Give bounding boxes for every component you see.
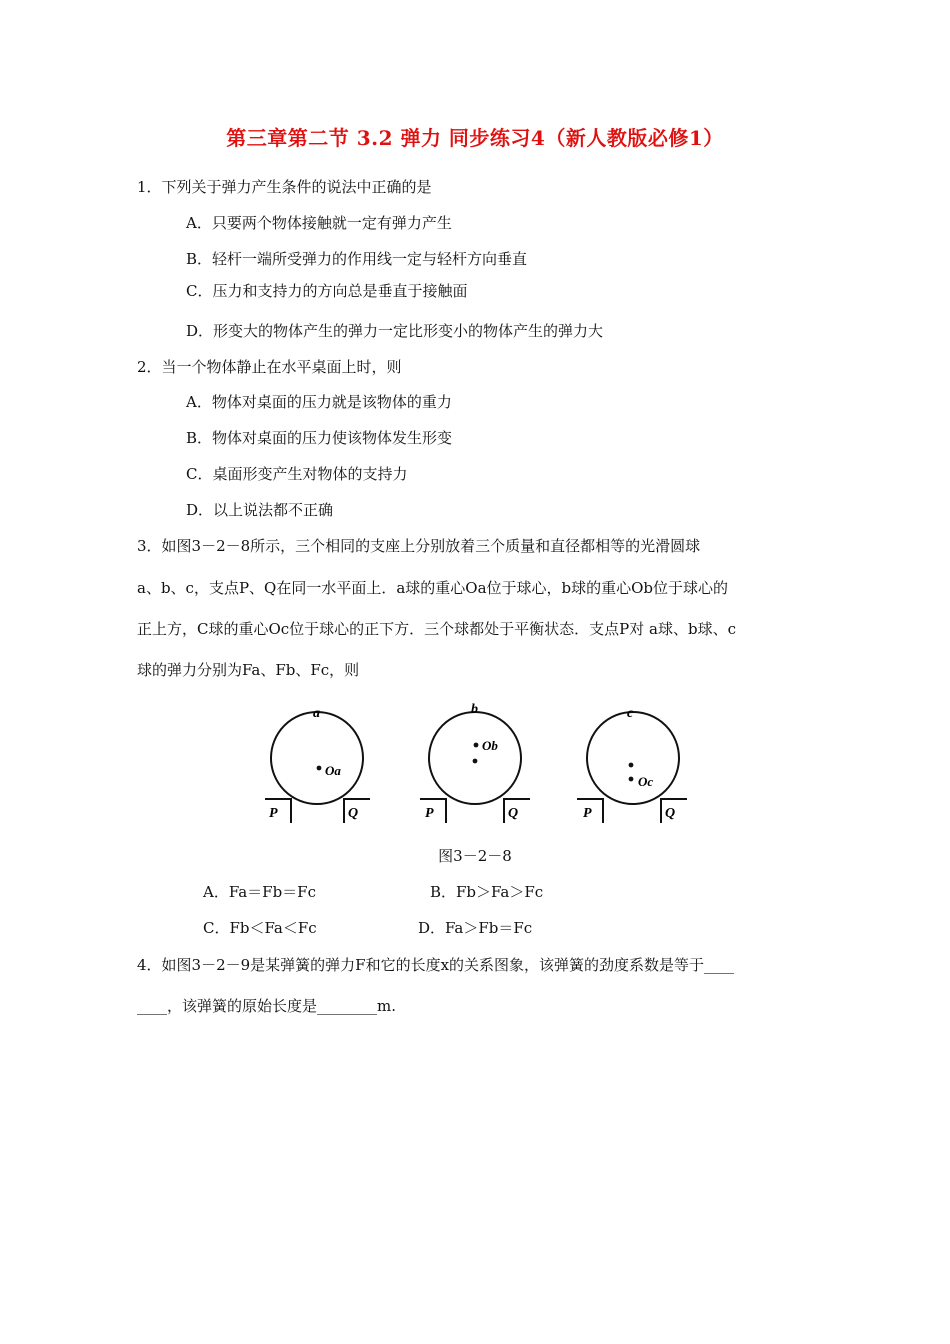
question-4-line-1: 4．如图3－2－9是某弹簧的弹力F和它的长度x的关系图象，该弹簧的劲度系数是等于____ — [137, 956, 735, 974]
question-1-option-a: A．只要两个物体接触就一定有弹力产生 — [186, 214, 452, 232]
support-p-label-b: P — [425, 806, 434, 821]
ball-a-diagram — [265, 706, 370, 823]
ball-c-label: c — [627, 706, 634, 721]
question-2-stem: 2．当一个物体静止在水平桌面上时，则 — [137, 358, 402, 376]
support-p-label-c: P — [583, 806, 592, 821]
question-3-line-1: 3．如图3－2－8所示，三个相同的支座上分别放着三个质量和直径都相等的光滑圆球 — [137, 537, 701, 555]
ball-b-label: b — [471, 702, 478, 717]
question-3-option-a: A．Fa＝Fb＝Fc — [203, 883, 316, 901]
question-3-line-3: 正上方，C球的重心Oc位于球心的正下方．三个球都处于平衡状态．支点P对 a球、b球、c — [137, 620, 736, 638]
center-oc-label: Oc — [638, 774, 654, 789]
question-1-option-b: B．轻杆一端所受弹力的作用线一定与轻杆方向垂直 — [186, 250, 528, 268]
support-q-label-c: Q — [665, 806, 676, 821]
question-3-line-4: 球的弹力分别为Fa、Fb、Fc，则 — [137, 661, 360, 679]
support-q-label-a: Q — [348, 806, 359, 821]
ball-c-diagram — [577, 706, 687, 823]
support-q-label-b: Q — [508, 806, 519, 821]
ball-b-diagram — [420, 702, 530, 823]
center-ob-label: Ob — [482, 738, 498, 753]
figure-caption: 图3－2－8 — [438, 847, 512, 865]
question-1-option-c: C．压力和支持力的方向总是垂直于接触面 — [186, 282, 468, 300]
page-title: 第三章第二节 3.2 弹力 同步练习4（新人教版必修1） — [226, 126, 724, 150]
question-3-option-b: B．Fb＞Fa＞Fc — [430, 883, 544, 901]
figure-3-2-8 — [255, 695, 695, 835]
question-1-stem: 1．下列关于弹力产生条件的说法中正确的是 — [137, 178, 432, 196]
support-p-label-a: P — [269, 806, 278, 821]
question-3-line-2: a、b、c，支点P、Q在同一水平面上．a球的重心Oa位于球心，b球的重心Ob位于球心的 — [137, 579, 729, 597]
question-2-option-d: D．以上说法都不正确 — [186, 501, 334, 519]
question-3-option-c: C．Fb＜Fa＜Fc — [203, 919, 317, 937]
question-1-option-d: D．形变大的物体产生的弹力一定比形变小的物体产生的弹力大 — [186, 322, 604, 340]
question-2-option-c: C．桌面形变产生对物体的支持力 — [186, 465, 408, 483]
center-oa-label: Oa — [325, 763, 341, 778]
question-2-option-a: A．物体对桌面的压力就是该物体的重力 — [186, 393, 452, 411]
question-2-option-b: B．物体对桌面的压力使该物体发生形变 — [186, 429, 453, 447]
question-3-option-d: D．Fa＞Fb＝Fc — [418, 919, 533, 937]
question-4-line-2: ____，该弹簧的原始长度是________m. — [137, 997, 396, 1015]
ball-a-label: a — [313, 706, 320, 721]
